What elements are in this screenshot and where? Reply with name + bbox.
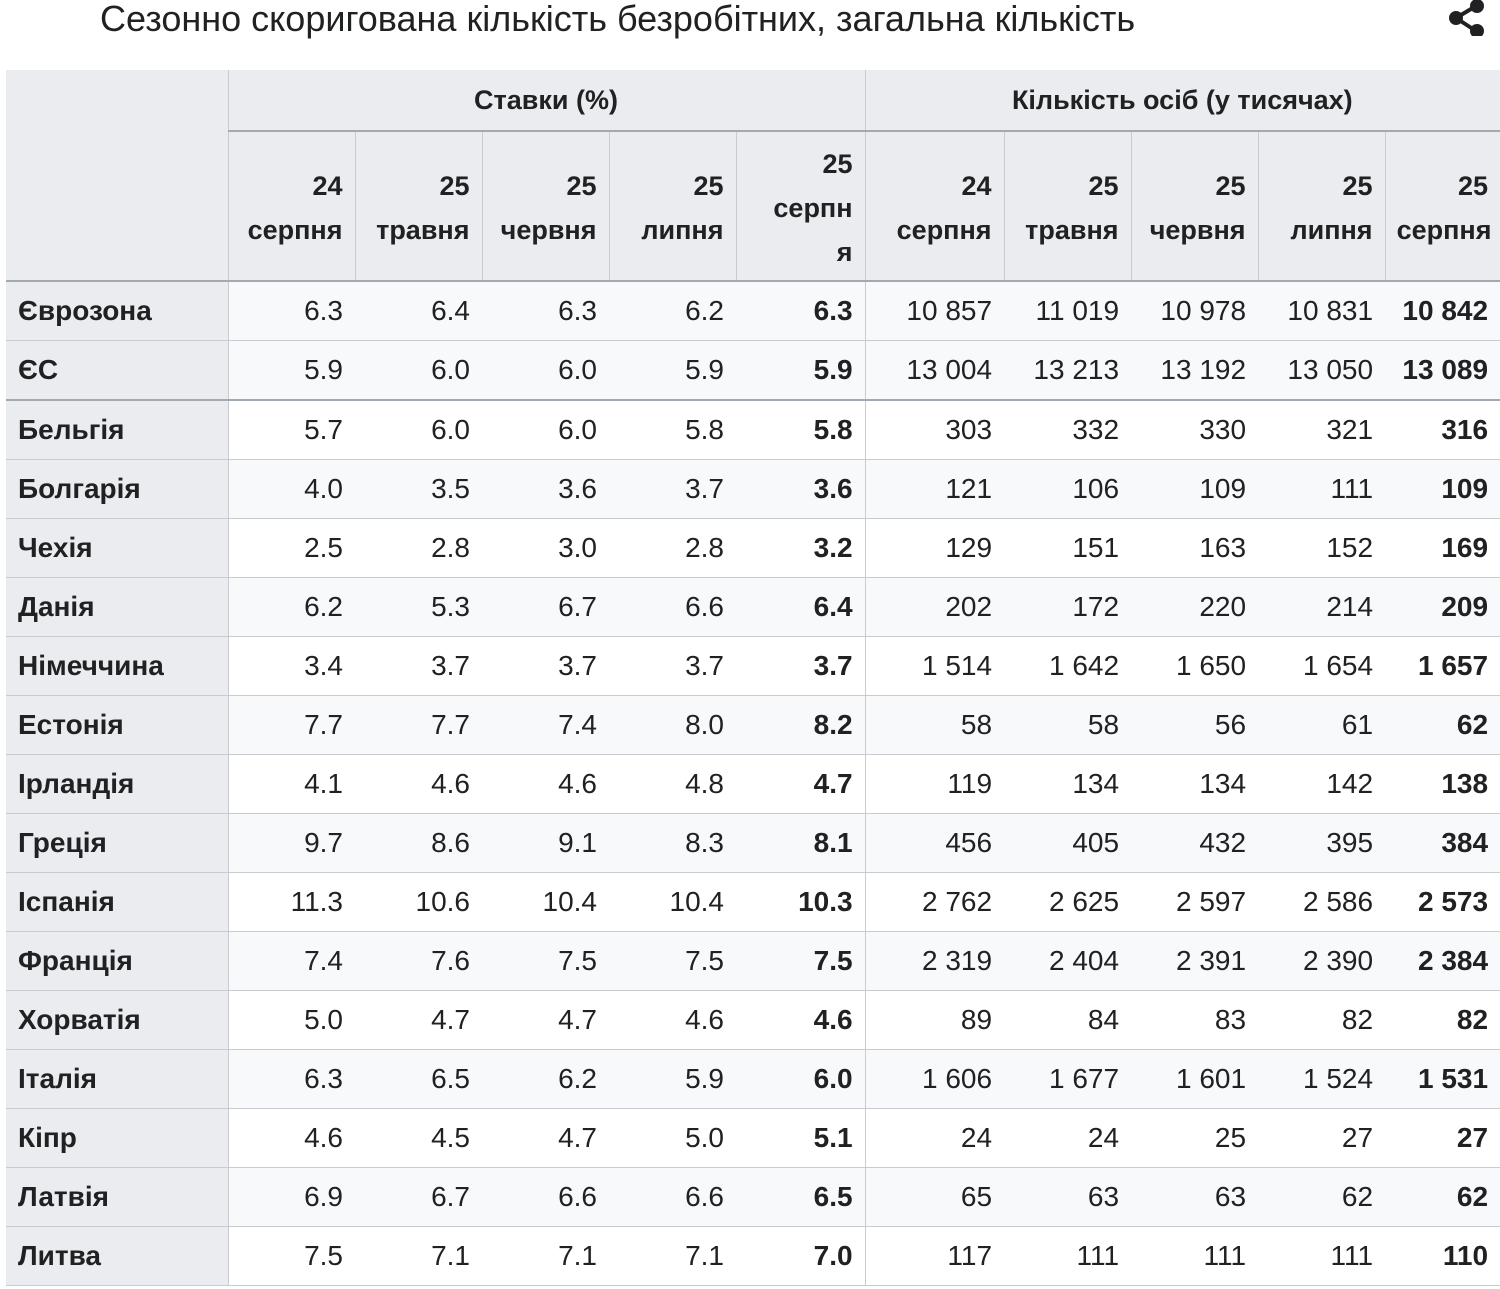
cell-rate: 6.5 (736, 1168, 865, 1227)
cell-count: 119 (865, 755, 1004, 814)
cell-count: 24 (1004, 1109, 1131, 1168)
cell-rate: 5.1 (736, 1109, 865, 1168)
row-country: Греція (6, 814, 228, 873)
table-row (6, 755, 1500, 814)
cell-count: 63 (1131, 1168, 1258, 1227)
cell-count: 134 (1004, 755, 1131, 814)
cell-rate: 6.0 (355, 341, 482, 401)
cell-rate: 8.6 (355, 814, 482, 873)
cell-count: 109 (1385, 460, 1500, 519)
table-body (6, 281, 1500, 1286)
cell-rate: 3.5 (355, 460, 482, 519)
cell-rate: 5.8 (609, 400, 736, 460)
table-row (6, 696, 1500, 755)
unemployment-table (6, 70, 1500, 1286)
cell-rate: 4.7 (736, 755, 865, 814)
cell-count: 129 (865, 519, 1004, 578)
table-row (6, 991, 1500, 1050)
cell-rate: 5.3 (355, 578, 482, 637)
header-date-month: травня (376, 215, 470, 245)
row-country: Франція (6, 932, 228, 991)
cell-rate: 6.7 (355, 1168, 482, 1227)
table-row (6, 281, 1500, 341)
cell-count: 169 (1385, 519, 1500, 578)
cell-count: 13 050 (1258, 341, 1385, 401)
cell-rate: 10.3 (736, 873, 865, 932)
row-country: ЄС (6, 341, 228, 401)
cell-rate: 3.6 (482, 460, 609, 519)
row-country: Латвія (6, 1168, 228, 1227)
cell-rate: 3.0 (482, 519, 609, 578)
cell-count: 2 573 (1385, 873, 1500, 932)
cell-rate: 6.4 (355, 281, 482, 341)
cell-rate: 7.6 (355, 932, 482, 991)
table-row (6, 1109, 1500, 1168)
cell-count: 209 (1385, 578, 1500, 637)
header-date-month: травня (1025, 215, 1119, 245)
cell-rate: 7.5 (609, 932, 736, 991)
cell-count: 61 (1258, 696, 1385, 755)
cell-count: 111 (1004, 1227, 1131, 1286)
cell-count: 151 (1004, 519, 1131, 578)
header-date-4 (609, 131, 736, 281)
cell-rate: 5.9 (736, 341, 865, 401)
cell-rate: 4.6 (228, 1109, 355, 1168)
cell-count: 1 531 (1385, 1050, 1500, 1109)
cell-rate: 5.9 (609, 341, 736, 401)
header-date-year: 25 (1215, 171, 1246, 201)
cell-rate: 6.4 (736, 578, 865, 637)
cell-count: 1 524 (1258, 1050, 1385, 1109)
cell-count: 405 (1004, 814, 1131, 873)
header-group-row (6, 70, 1500, 131)
cell-count: 2 390 (1258, 932, 1385, 991)
cell-count: 110 (1385, 1227, 1500, 1286)
cell-count: 142 (1258, 755, 1385, 814)
cell-rate: 4.7 (355, 991, 482, 1050)
cell-count: 330 (1131, 400, 1258, 460)
cell-count: 138 (1385, 755, 1500, 814)
cell-rate: 6.3 (482, 281, 609, 341)
cell-rate: 6.0 (736, 1050, 865, 1109)
cell-count: 395 (1258, 814, 1385, 873)
cell-rate: 5.7 (228, 400, 355, 460)
header-group-rates: Ставки (%) (228, 70, 865, 131)
cell-count: 58 (865, 696, 1004, 755)
row-country: Кіпр (6, 1109, 228, 1168)
cell-rate: 5.8 (736, 400, 865, 460)
cell-count: 62 (1258, 1168, 1385, 1227)
cell-rate: 7.7 (228, 696, 355, 755)
cell-rate: 8.0 (609, 696, 736, 755)
cell-rate: 6.6 (482, 1168, 609, 1227)
cell-count: 172 (1004, 578, 1131, 637)
cell-rate: 7.1 (609, 1227, 736, 1286)
cell-count: 62 (1385, 696, 1500, 755)
cell-count: 13 004 (865, 341, 1004, 401)
cell-count: 121 (865, 460, 1004, 519)
table-row (6, 873, 1500, 932)
cell-rate: 5.9 (609, 1050, 736, 1109)
cell-rate: 7.4 (228, 932, 355, 991)
cell-rate: 9.7 (228, 814, 355, 873)
cell-count: 1 601 (1131, 1050, 1258, 1109)
cell-count: 332 (1004, 400, 1131, 460)
cell-rate: 7.1 (355, 1227, 482, 1286)
cell-count: 111 (1131, 1227, 1258, 1286)
cell-count: 1 657 (1385, 637, 1500, 696)
cell-rate: 2.8 (355, 519, 482, 578)
cell-rate: 7.7 (355, 696, 482, 755)
cell-rate: 9.1 (482, 814, 609, 873)
header-date-3 (482, 131, 609, 281)
row-country: Чехія (6, 519, 228, 578)
header-date-1 (228, 131, 355, 281)
cell-count: 11 019 (1004, 281, 1131, 341)
header-date-month: серпня (896, 215, 992, 245)
cell-count: 89 (865, 991, 1004, 1050)
table-row (6, 1168, 1500, 1227)
cell-rate: 3.2 (736, 519, 865, 578)
row-country: Бельгія (6, 400, 228, 460)
cell-rate: 6.3 (736, 281, 865, 341)
cell-count: 202 (865, 578, 1004, 637)
cell-rate: 4.1 (228, 755, 355, 814)
cell-rate: 3.4 (228, 637, 355, 696)
cell-rate: 3.7 (482, 637, 609, 696)
cell-count: 214 (1258, 578, 1385, 637)
cell-rate: 7.5 (228, 1227, 355, 1286)
cell-count: 134 (1131, 755, 1258, 814)
table-row (6, 341, 1500, 401)
cell-rate: 3.7 (609, 460, 736, 519)
cell-count: 1 514 (865, 637, 1004, 696)
header-date-2 (355, 131, 482, 281)
cell-rate: 4.6 (482, 755, 609, 814)
cell-count: 62 (1385, 1168, 1500, 1227)
cell-count: 13 192 (1131, 341, 1258, 401)
cell-count: 316 (1385, 400, 1500, 460)
cell-rate: 4.7 (482, 1109, 609, 1168)
cell-count: 83 (1131, 991, 1258, 1050)
row-country: Болгарія (6, 460, 228, 519)
cell-rate: 7.4 (482, 696, 609, 755)
cell-rate: 3.7 (609, 637, 736, 696)
header-dates-row (6, 131, 1500, 281)
cell-count: 56 (1131, 696, 1258, 755)
cell-count: 1 654 (1258, 637, 1385, 696)
cell-count: 2 625 (1004, 873, 1131, 932)
cell-count: 58 (1004, 696, 1131, 755)
cell-rate: 6.2 (482, 1050, 609, 1109)
cell-count: 117 (865, 1227, 1004, 1286)
table-row (6, 400, 1500, 460)
row-country: Німеччина (6, 637, 228, 696)
row-country: Італія (6, 1050, 228, 1109)
header-corner (6, 70, 228, 281)
cell-rate: 5.0 (609, 1109, 736, 1168)
cell-rate: 7.5 (482, 932, 609, 991)
table-row (6, 637, 1500, 696)
cell-count: 303 (865, 400, 1004, 460)
cell-rate: 4.7 (482, 991, 609, 1050)
cell-count: 2 391 (1131, 932, 1258, 991)
cell-count: 13 089 (1385, 341, 1500, 401)
cell-rate: 7.5 (736, 932, 865, 991)
share-icon-graphic (1448, 0, 1488, 36)
cell-count: 25 (1131, 1109, 1258, 1168)
cell-rate: 6.5 (355, 1050, 482, 1109)
cell-count: 1 677 (1004, 1050, 1131, 1109)
header-date-year: 25 (1342, 171, 1373, 201)
cell-rate: 5.9 (228, 341, 355, 401)
cell-count: 1 650 (1131, 637, 1258, 696)
cell-rate: 10.6 (355, 873, 482, 932)
header-date-year: 24 (961, 171, 992, 201)
cell-rate: 4.5 (355, 1109, 482, 1168)
header-date-6 (865, 131, 1004, 281)
cell-rate: 4.6 (609, 991, 736, 1050)
cell-rate: 7.1 (482, 1227, 609, 1286)
header-date-year: 24 (312, 171, 343, 201)
row-country: Естонія (6, 696, 228, 755)
cell-count: 2 762 (865, 873, 1004, 932)
cell-rate: 3.7 (355, 637, 482, 696)
header-group-counts: Кількість осіб (у тисячах) (865, 70, 1500, 131)
cell-count: 10 857 (865, 281, 1004, 341)
cell-rate: 6.6 (609, 578, 736, 637)
header-date-year: 25 (1088, 171, 1119, 201)
header-date-month: липня (641, 215, 724, 245)
row-country: Іспанія (6, 873, 228, 932)
header-date-month: липня (1290, 215, 1373, 245)
cell-rate: 4.6 (736, 991, 865, 1050)
cell-count: 456 (865, 814, 1004, 873)
cell-rate: 10.4 (609, 873, 736, 932)
cell-count: 2 404 (1004, 932, 1131, 991)
table-row (6, 578, 1500, 637)
cell-rate: 2.5 (228, 519, 355, 578)
header-date-year: 25 (566, 171, 597, 201)
header-date-year: 25 (693, 171, 724, 201)
table-row (6, 519, 1500, 578)
cell-count: 432 (1131, 814, 1258, 873)
table-row (6, 814, 1500, 873)
header-date-year: 25 (1458, 171, 1489, 201)
header-date-year: 25 (822, 149, 853, 179)
cell-rate: 6.0 (482, 400, 609, 460)
cell-count: 2 586 (1258, 873, 1385, 932)
cell-count: 10 831 (1258, 281, 1385, 341)
cell-rate: 3.7 (736, 637, 865, 696)
table-row (6, 1227, 1500, 1286)
cell-count: 1 642 (1004, 637, 1131, 696)
page-title: Сезонно скоригована кількість безробітних, загальна кількість (100, 0, 1136, 39)
header-date-10 (1385, 131, 1500, 281)
cell-count: 84 (1004, 991, 1131, 1050)
cell-count: 27 (1385, 1109, 1500, 1168)
header-date-7 (1004, 131, 1131, 281)
cell-rate: 4.6 (355, 755, 482, 814)
cell-count: 384 (1385, 814, 1500, 873)
row-country: Данія (6, 578, 228, 637)
cell-count: 24 (865, 1109, 1004, 1168)
cell-rate: 10.4 (482, 873, 609, 932)
cell-rate: 6.7 (482, 578, 609, 637)
row-country: Хорватія (6, 991, 228, 1050)
cell-rate: 4.0 (228, 460, 355, 519)
cell-rate: 6.6 (609, 1168, 736, 1227)
cell-rate: 8.2 (736, 696, 865, 755)
cell-rate: 5.0 (228, 991, 355, 1050)
cell-rate: 6.0 (355, 400, 482, 460)
header-date-month: червня (1149, 215, 1246, 245)
row-country: Литва (6, 1227, 228, 1286)
cell-rate: 3.6 (736, 460, 865, 519)
cell-count: 2 597 (1131, 873, 1258, 932)
table-row (6, 932, 1500, 991)
cell-rate: 6.9 (228, 1168, 355, 1227)
cell-count: 82 (1258, 991, 1385, 1050)
cell-rate: 8.3 (609, 814, 736, 873)
cell-count: 152 (1258, 519, 1385, 578)
cell-rate: 6.3 (228, 1050, 355, 1109)
cell-count: 82 (1385, 991, 1500, 1050)
cell-count: 106 (1004, 460, 1131, 519)
header-date-month: серпн я (773, 193, 853, 267)
cell-rate: 6.0 (482, 341, 609, 401)
cell-rate: 8.1 (736, 814, 865, 873)
table-header (6, 70, 1500, 281)
cell-count: 111 (1258, 1227, 1385, 1286)
cell-count: 65 (865, 1168, 1004, 1227)
table-row (6, 1050, 1500, 1109)
cell-count: 220 (1131, 578, 1258, 637)
header-date-year: 25 (439, 171, 470, 201)
header-date-month: червня (500, 215, 597, 245)
cell-count: 10 978 (1131, 281, 1258, 341)
header-date-5 (736, 131, 865, 281)
cell-rate: 6.2 (228, 578, 355, 637)
cell-count: 2 384 (1385, 932, 1500, 991)
cell-rate: 6.2 (609, 281, 736, 341)
cell-rate: 2.8 (609, 519, 736, 578)
header-date-month: серпня (247, 215, 343, 245)
cell-rate: 7.0 (736, 1227, 865, 1286)
cell-count: 10 842 (1385, 281, 1500, 341)
cell-count: 321 (1258, 400, 1385, 460)
cell-rate: 4.8 (609, 755, 736, 814)
cell-count: 27 (1258, 1109, 1385, 1168)
table-row (6, 460, 1500, 519)
cell-count: 111 (1258, 460, 1385, 519)
cell-count: 63 (1004, 1168, 1131, 1227)
cell-count: 109 (1131, 460, 1258, 519)
cell-count: 2 319 (865, 932, 1004, 991)
row-country: Єврозона (6, 281, 228, 341)
cell-rate: 11.3 (228, 873, 355, 932)
row-country: Ірландія (6, 755, 228, 814)
header-date-8 (1131, 131, 1258, 281)
cell-count: 13 213 (1004, 341, 1131, 401)
cell-count: 163 (1131, 519, 1258, 578)
cell-rate: 6.3 (228, 281, 355, 341)
header-date-9 (1258, 131, 1385, 281)
share-icon[interactable] (1448, 0, 1488, 36)
cell-count: 1 606 (865, 1050, 1004, 1109)
header-date-month: серпня (1396, 215, 1492, 245)
